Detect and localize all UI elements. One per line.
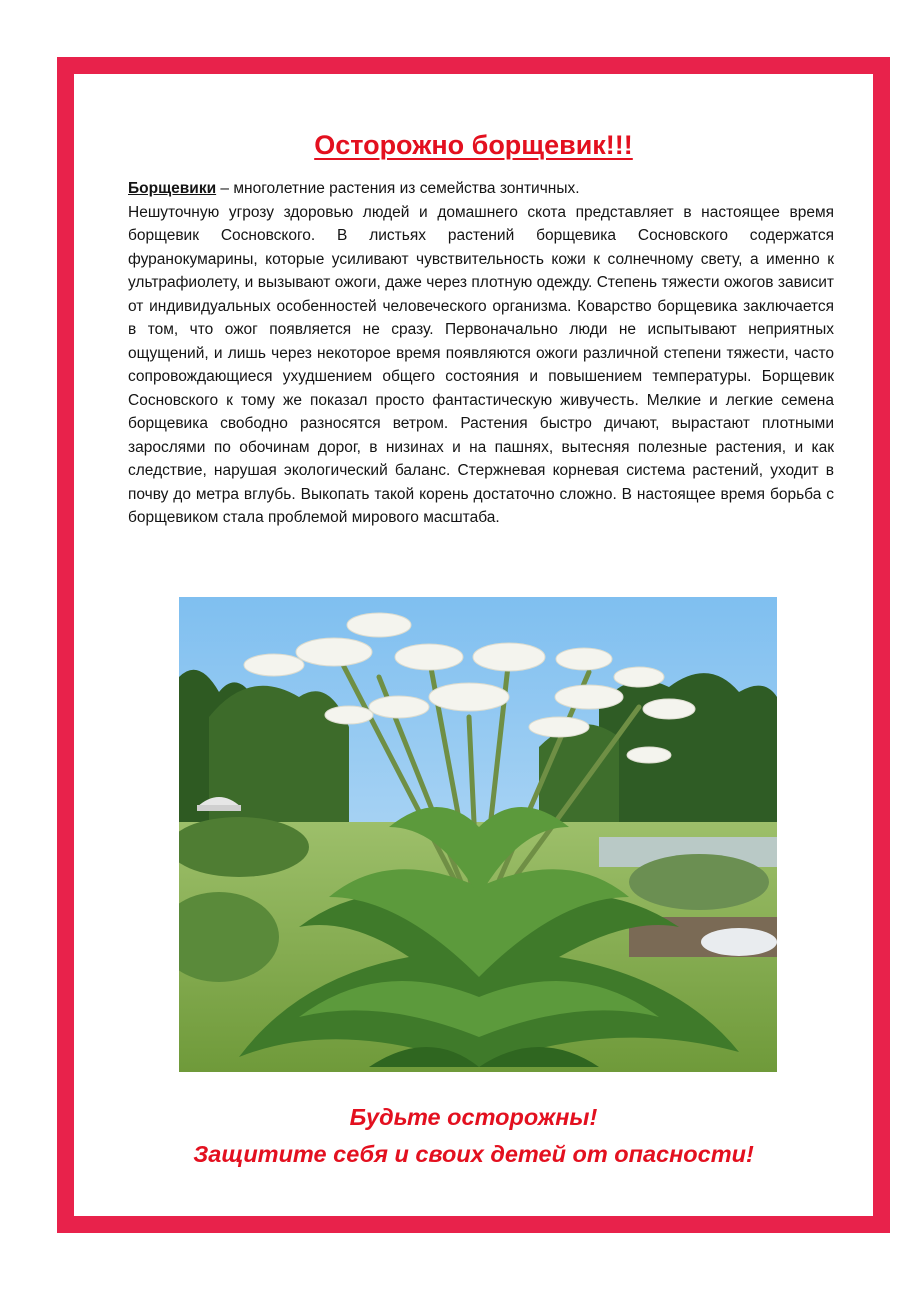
page-title: Осторожно борщевик!!! bbox=[314, 130, 633, 160]
hogweed-photo bbox=[179, 597, 777, 1072]
slogan-line-2: Защитите себя и своих детей от опасности! bbox=[193, 1141, 754, 1167]
hogweed-illustration bbox=[179, 597, 777, 1072]
info-text bbox=[128, 177, 834, 530]
info-paragraph: Нешуточную угрозу здоровью людей и домашнего скота представляет в настоящее время борщевик Сосновского. В листьях растений борщевика Сосновского содержатся фуранокумарины, которые усиливают чувствительность кожи к солнечному свету, а именно к ультрафиолету, и вызывают ожоги, даже через плотную одежду. Степень тяжести ожогов зависит от индивидуальных особенностей человеческого организма. Коварство борщевика заключается в том, что ожог появляется не сразу. Первоначально люди не испытывают неприятных ощущений, и лишь через некоторое время появляются ожоги различной степени тяжести, часто сопровождающиеся ухудшением общего состояния и повышением температуры. Борщевик Сосновского к тому же показал просто фантастическую живучесть. Мелкие и легкие семена борщевика свободно разносятся ветром. Растения быстро дичают, вырастают плотными зарослями по обочинам дорог, в низинах и на пашнях, вытесняя полезные растения, и как следствие, нарушая экологический баланс. Стержневая корневая система растений, уходит в почву до метра вглубь. Выкопать такой корень достаточно сложно. В настоящее время борьба с борщевиком стала проблемой мирового масштаба. bbox=[128, 203, 834, 526]
term-label: Борщевики bbox=[128, 180, 217, 197]
definition-line bbox=[128, 177, 834, 201]
slogan-line-1: Будьте осторожны! bbox=[349, 1104, 598, 1130]
definition-text: – многолетние растения из семейства зонтичных. bbox=[216, 180, 580, 197]
red-frame bbox=[57, 57, 890, 1233]
